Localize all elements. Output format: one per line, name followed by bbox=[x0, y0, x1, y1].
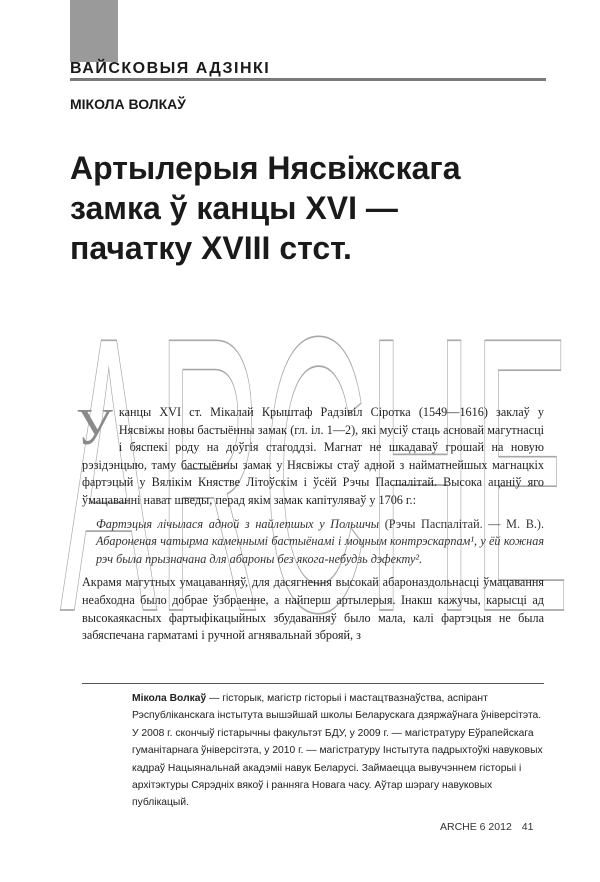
quote-part-a: Фартэцыя лічылася адной з найлепшых у Польшчы bbox=[96, 516, 380, 531]
page-number: 41 bbox=[521, 821, 534, 833]
paragraph-1-text: канцы XVI ст. Мікалай Крыштаф Радзівіл Сіротка (1549—1616) заклаў у Нясвіжы новы бастыённы замак (гл. іл. 1—2), які мусіў стаць асновай магутнасці і бяспекі роду на доўгія стагоддзі. Магнат не шкадаваў грошай на новую рэзідэнцыю, таму бастыённы замак у Нясвіжы стаў адной з найматнейшых магнацкіх фартэцый у Вялікім Княстве Літоўскім і ўсёй Рэчы Паспалітай. Высока ацаніў яго ўмацаванні нават шведы, перад якім замак капітуляваў у 1706 г.: bbox=[82, 405, 544, 507]
decorative-gray-block bbox=[70, 0, 118, 62]
journal-issue: ARCHE 6 2012 bbox=[440, 821, 512, 833]
dropcap: У bbox=[76, 399, 113, 456]
bio-rule bbox=[82, 683, 544, 684]
page-footer bbox=[440, 821, 546, 833]
author-name: МІКОЛА ВОЛКАЎ bbox=[70, 96, 186, 112]
section-header: ВАЙСКОВЫЯ АДЗІНКІ bbox=[70, 60, 271, 77]
title-line-1: Артылерыя Нясвіжскага bbox=[70, 150, 461, 186]
paragraph-1 bbox=[76, 399, 544, 510]
quote-part-c: Абароненая чатырма каменнымі бастыёнамі і моцным контрэскарпам¹, у ёй кожная рэч была прызначана для абароны без якога-небудзь дэфекту². bbox=[96, 534, 544, 566]
bio-text: — гісторык, магістр гісторыі і мастацтвазнаўства, аспірант Рэспубліканскага інстытута вышэйшай школы Беларускага дзяржаўнага ўніверсітэта. У 2008 г. скончыў гістарычны факультэт БДУ, у 2009 г. — магістратуру Еўрапейскага гуманітарнага ўніверсітэта, у 2010 г. — магістратуру Інстытута падрыхтоўкі навуковых кадраў Нацыянальнай акадэміі навук Беларусі. Займаецца вывучэннем гісторыі і архітэктуры Сярэдніх вякоў і ранняга Новага часу. Аўтар шэрагу навуковых публікацый. bbox=[132, 693, 543, 809]
article-body bbox=[76, 399, 544, 645]
quote-part-b: (Рэчы Паспалітай. — М. В.). bbox=[379, 516, 544, 531]
title-line-3: пачатку XVIII стст. bbox=[70, 230, 352, 266]
title-line-2: замка ў канцы XVI — bbox=[70, 190, 398, 226]
watermark-text: ARCHE bbox=[60, 256, 570, 645]
author-bio bbox=[132, 690, 546, 812]
block-quote bbox=[96, 516, 544, 569]
section-rule bbox=[70, 78, 546, 81]
bio-name: Мікола Волкаў bbox=[132, 693, 207, 704]
paragraph-3: Акрамя магутных умацаванняў, для дасягнення высокай абароназдольнасці ўмацавання неабходна было добрае ўзбраенне, а найперш артылерыя. Інакш кажучы, карысці ад высокаякасных фартыфікацыйных збудаванняў было мала, калі фартэцыя не была забяспечана гарматамі і ручной агнявальнай зброяй, з bbox=[82, 575, 544, 643]
article-title bbox=[70, 148, 540, 268]
